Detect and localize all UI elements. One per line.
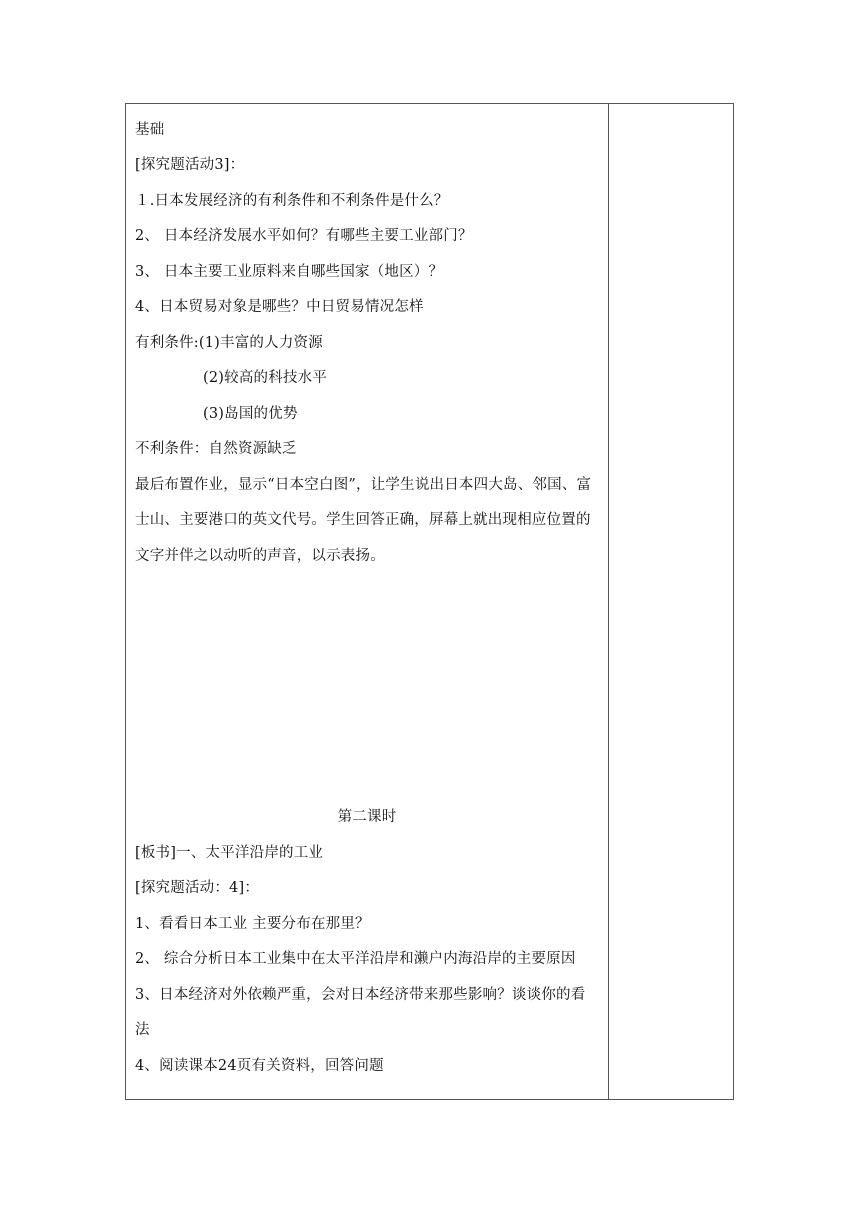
text-line: 法 <box>135 1022 150 1038</box>
column-divider <box>608 104 609 1099</box>
text-line: 2、 日本经济发展水平如何？有哪些主要工业部门？ <box>135 228 473 244</box>
text-line: 最后布置作业，显示“日本空白图”，让学生说出日本四大岛、邻国、富 <box>135 477 592 493</box>
text-line: (3)岛国的优势 <box>203 406 298 422</box>
text-line: 不利条件：自然资源缺乏 <box>135 441 297 457</box>
text-line: 3、日本经济对外依赖严重，会对日本经济带来那些影响？谈谈你的看 <box>135 987 586 1003</box>
text-line: 有利条件:(1)丰富的人力资源 <box>135 335 323 351</box>
lesson-table <box>125 103 734 1100</box>
text-line: 1、看看日本工业 主要分布在那里？ <box>135 916 370 932</box>
text-line: 士山、主要港口的英文代号。学生回答正确，屏幕上就出现相应位置的 <box>135 512 591 528</box>
text-line: 2、 综合分析日本工业集中在太平洋沿岸和濑户内海沿岸的主要原因 <box>135 951 576 967</box>
text-line: 3、 日本主要工业原料来自哪些国家（地区）？ <box>135 264 444 280</box>
text-line: (2)较高的科技水平 <box>203 370 328 386</box>
section-title: 第二课时 <box>337 809 397 825</box>
text-line: [板书]一、太平洋沿岸的工业 <box>135 845 324 861</box>
text-line: 文字并伴之以动听的声音，以示表扬。 <box>135 548 385 564</box>
text-line: 4、日本贸易对象是哪些？中日贸易情况怎样 <box>135 299 424 315</box>
text-line: [探究题活动3]： <box>135 157 245 173</box>
text-line: １.日本发展经济的有利条件和不利条件是什么？ <box>135 193 449 209</box>
text-line: 基础 <box>135 122 165 138</box>
text-line: 4、阅读课本24页有关资料，回答问题 <box>135 1058 384 1074</box>
text-line: [探究题活动：4]： <box>135 880 260 896</box>
